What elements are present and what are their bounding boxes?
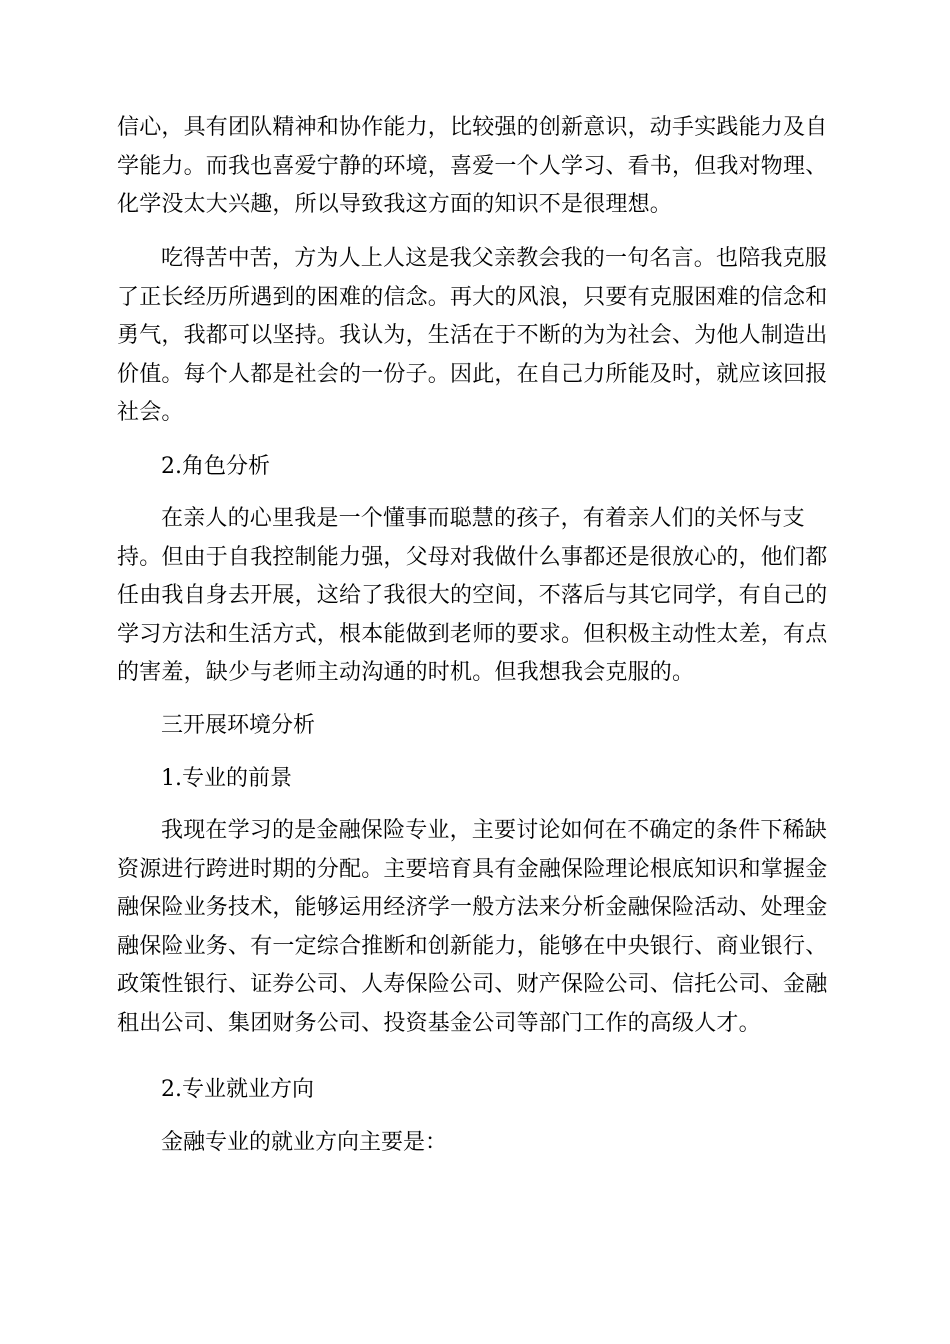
heading-role-analysis: 2.角色分析 <box>161 454 270 479</box>
paragraph-employment-intro: 金融专业的就业方向主要是： <box>161 1130 448 1155</box>
paragraph-major: 我现在学习的是金融保险专业，主要讨论如何在不确定的条件下稀缺资源进行跨进时期的分配。主要培育具有金融保险理论根底知识和掌握金融保险业务技术，能够运用经济学一般方法来分析金融保险活动、处理金融保险业务、有一定综合推断和创新能力，能够在中央银行、商业银行、政策性银行、证券公司、人寿保险公司、财产保险公司、信托公司、金融租出公司、集团财务公司、投资基金公司等部门工作的高级人才。 <box>117 818 828 1036</box>
heading-employment-direction: 2.专业就业方向 <box>161 1077 314 1102</box>
heading-major-prospects: 1.专业的前景 <box>161 766 292 791</box>
paragraph-role: 在亲人的心里我是一个懂事而聪慧的孩子，有着亲人们的关怀与支持。但由于自我控制能力强，父母对我做什么事都还是很放心的，他们都任由我自身去开展，这给了我很大的空间，不落后与其它同学，有自己的学习方法和生活方式，根本能做到老师的要求。但积极主动性太差，有点的害羞，缺少与老师主动沟通的时机。但我想我会克服的。 <box>117 506 828 685</box>
paragraph-continuation: 信心，具有团队精神和协作能力，比较强的创新意识，动手实践能力及自学能力。而我也喜爱宁静的环境，喜爱一个人学习、看书，但我对物理、化学没太大兴趣，所以导致我这方面的知识不是很理想。 <box>117 115 828 217</box>
heading-environment-analysis: 三开展环境分析 <box>161 713 316 738</box>
paragraph-motto: 吃得苦中苦，方为人上人这是我父亲教会我的一句名言。也陪我克服了正长经历所遇到的困难的信念。再大的风浪，只要有克服困难的信念和勇气，我都可以坚持。我认为，生活在于不断的为为社会、为他人制造出价值。每个人都是社会的一份子。因此，在自己力所能及时，就应该回报社会。 <box>117 246 828 425</box>
